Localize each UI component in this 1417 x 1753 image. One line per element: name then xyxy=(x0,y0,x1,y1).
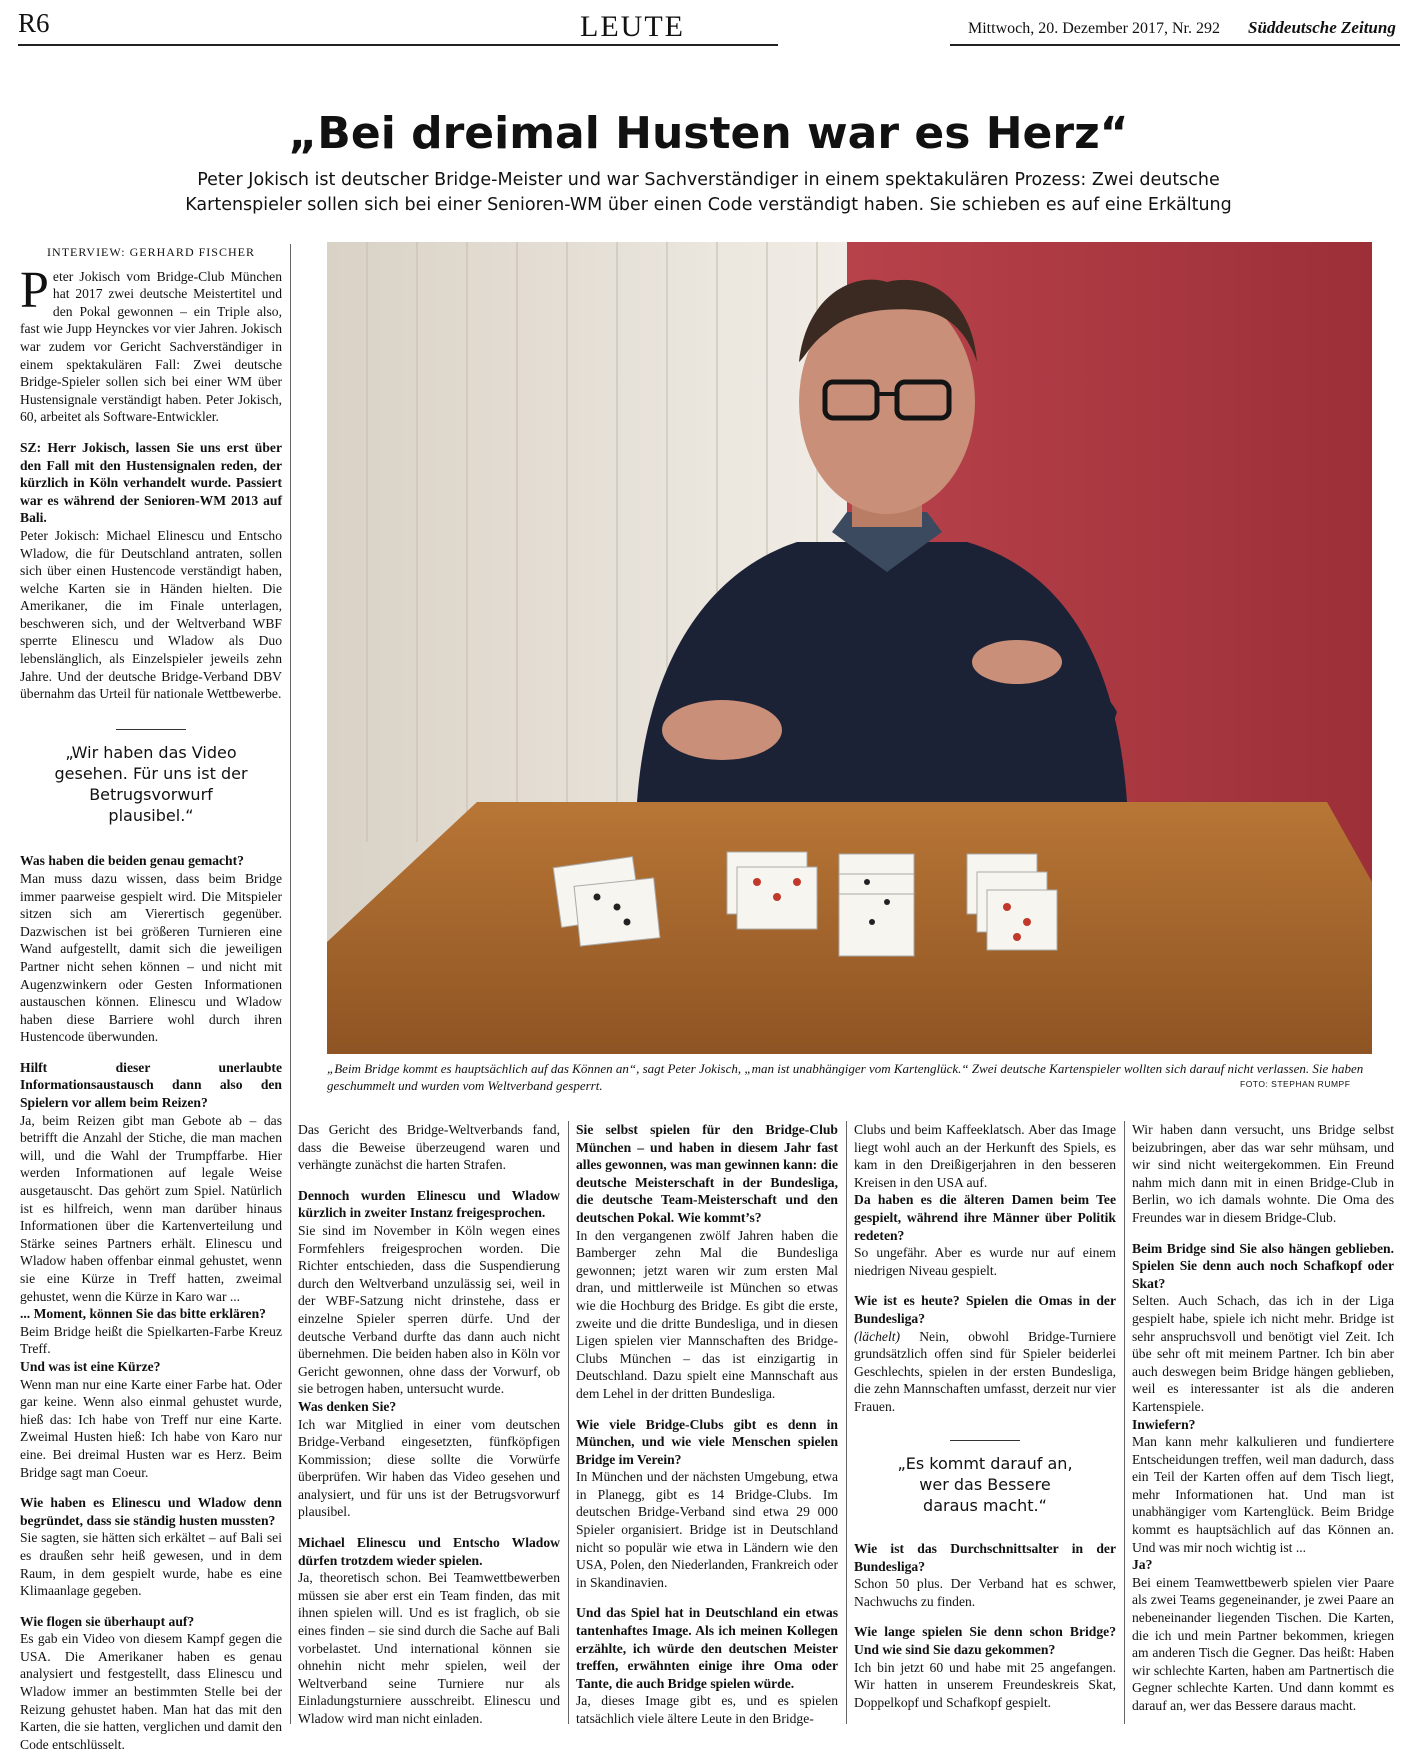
column-5 xyxy=(1132,1121,1394,1715)
answer: So ungefähr. Aber es wurde nur auf einem niedrigen Niveau gespielt. xyxy=(854,1245,1116,1278)
qa-item xyxy=(298,1534,560,1728)
answer: Ja, dieses Image gibt es, und es spielen tatsächlich viele ältere Leute in den Bridge- xyxy=(576,1693,838,1726)
column-3 xyxy=(576,1121,838,1728)
question: Und das Spiel hat in Deutschland ein etwas tantenhaftes Image. Als ich meinen Kollegen erzählte, ich würde den deutschen Meister treffen, erwähnten einige ihre Oma oder Tante, die auch Bridge spielen würde. xyxy=(576,1605,838,1691)
answer: Schon 50 plus. Der Verband hat es schwer, Nachwuchs zu finden. xyxy=(854,1576,1116,1609)
question: Was haben die beiden genau gemacht? xyxy=(20,853,244,869)
answer: Man kann mehr kalkulieren und fundiertere Entscheidungen treffen, weil man dadurch, dass ein Teil der Karten offen auf dem Tisch liegt, mehr Informationen hat. Und man ist unabhängiger vom Kartenglück. Beim Bridge kommt es hauptsächlich auf das Können an. Und was mir noch wichtig ist ... xyxy=(1132,1434,1394,1555)
answer: Ich war Mitglied in einer vom deutschen Bridge-Verband eingesetzten, fünfköpfigen Kommission; diese sollte die Vorwürfe überprüfen. Wir haben das Video gesehen und analysiert, und für uns ist der Betrugsvorwurf plausibel. xyxy=(298,1416,560,1520)
intro: Peter Jokisch vom Bridge-Club München hat 2017 zwei deutsche Meistertitel und den Pokal gewonnen – ein Triple also, fast wie Jupp Heynckes vor vier Jahren. Jokisch war zudem vor Gericht Sachverständiger in einem spektakulären Fall: Zwei deutsche Bridge-Spieler sollen sich bei einer WM über Hustensignale verständigt haben. Peter Jokisch, 60, arbeitet als Software-Entwickler. xyxy=(20,261,282,425)
header-rule-right xyxy=(950,44,1400,46)
qa-item xyxy=(854,1623,1116,1711)
qa-item xyxy=(1132,1556,1394,1714)
qa-item xyxy=(854,1121,1116,1191)
photo-illustration xyxy=(327,242,1372,1054)
qa-block-1a xyxy=(20,439,282,703)
qa-item xyxy=(20,1305,282,1358)
column-4 xyxy=(854,1121,1116,1711)
column-rule xyxy=(1124,1121,1125,1724)
question: Wie flogen sie überhaupt auf? xyxy=(20,1613,195,1629)
header-rule-left xyxy=(18,44,778,46)
newspaper-logo: Süddeutsche Zeitung xyxy=(1248,18,1396,37)
qa-item xyxy=(1132,1121,1394,1227)
answer: (lächelt) Nein, obwohl Bridge-Turniere grundsätzlich offen sind für Spieler beiderlei Geschlechts, spielen in der ersten Bundesliga, die zehn Mannschaften umfasst, derzeit nur vier Frauen. xyxy=(854,1328,1116,1414)
answer: Wir haben dann versucht, uns Bridge selbst beizubringen, aber das war sehr mühsam, und wir sind nicht weitergekommen. Ein Freund nahm mich dann mit in einen Bridge-Club in Berlin, wo ich damals wohnte. Die Oma des Freundes war in diesem Bridge-Club. xyxy=(1132,1122,1394,1225)
question: ... Moment, können Sie das bitte erklären? xyxy=(20,1306,266,1322)
qa-item xyxy=(20,1613,282,1753)
column-rule xyxy=(568,1121,569,1724)
answer: Das Gericht des Bridge-Weltverbands fand, dass die Beweise überzeugend waren und verhängte zunächst die harten Strafen. xyxy=(298,1122,560,1173)
question: Wie viele Bridge-Clubs gibt es denn in München, und wie viele Menschen spielen Bridge im Verein? xyxy=(576,1416,838,1467)
pullquote-1: „Wir haben das Video gesehen. Für uns ist der Betrugsvorwurf plausibel.“ xyxy=(54,743,248,826)
section-title: LEUTE xyxy=(580,10,685,43)
answer: Peter Jokisch: Michael Elinescu und Entscho Wladow, die für Deutschland antraten, sollen sich über einen Hustencode verständigt haben, welche Karten sie in Händen hielten. Die Amerikaner, die im Finale unterlagen, beschweren sich, und der Weltverband WBF sperrte Elinescu und Wladow als Duo lebenslänglich, als Einzelspieler jeweils zehn Jahre. Und der deutsche Bridge-Verband DBV übernahm das Urteil für nationale Wettbewerbe. xyxy=(20,527,282,702)
answer: Ja, theoretisch schon. Bei Teamwettbewerben müssen sie aber erst ein Team finden, das mit ihnen spielen will. Und es ist fraglich, ob sie eines finden – sie sind durch die Sache auf Bali vorbelastet. Und international können sie ohnehin nicht mehr spielen, weil der Weltverband seine Turniere nur als Einladungsturniere ausschreibt. Elinescu und Wladow wird man nicht einladen. xyxy=(298,1570,560,1726)
subheadline: Peter Jokisch ist deutscher Bridge-Meister und war Sachverständiger in einem spektakulären Prozess: Zwei deutsche Kartenspieler sollen sich bei einer Senioren-WM über einen Code verständigt haben. Sie schieben es auf eine Erkältung xyxy=(185,170,1232,215)
drop-cap: P xyxy=(20,261,49,319)
byline: INTERVIEW: GERHARD FISCHER xyxy=(47,245,255,259)
qa-item xyxy=(20,1059,282,1305)
answer: Selten. Auch Schach, das ich in der Liga gespielt habe, spiele ich nicht mehr. Bridge ist sehr anspruchsvoll und benötigt viel Zeit. Ich übe sehr oft mit meinem Partner. Ich bin aber auch deswegen beim Bridge hängen geblieben, weil es interessanter ist als die anderen Kartenspiele. xyxy=(1132,1293,1394,1414)
page-number: R6 xyxy=(18,8,50,38)
answer: In München und der nächsten Umgebung, etwa in Planegg, gibt es 14 Bridge-Clubs. Im deutschen Bridge-Verband sind etwa 29 000 Spieler organisiert. Bridge ist in Deutschland nicht so populär wie etwa in Ländern wie den USA, Polen, den Niederlanden, Frankreich oder in Skandinavien. xyxy=(576,1469,838,1590)
pullquote-2: „Es kommt darauf an, wer das Bessere daraus macht.“ xyxy=(897,1454,1073,1515)
question: Wie haben es Elinescu und Wladow denn begründet, dass sie ständig husten mussten? xyxy=(20,1495,282,1528)
qa-item xyxy=(576,1416,838,1592)
portrait-photo xyxy=(327,242,1372,1054)
answer: Man muss dazu wissen, dass beim Bridge immer paarweise gespielt wird. Die Mitspieler sitzen sich am Vierertisch gegenüber. Dazwischen ist bei größeren Turnieren eine Wand aufgestellt, damit sich die jeweiligen Partner nicht sehen können – und nicht mit Augenzwinkern oder Gesten Informationen austauschen können. Elinescu und Wladow haben diese Barriere wohl durch ihren Hustencode überwunden. xyxy=(20,870,282,1045)
answer: Wenn man nur eine Karte einer Farbe hat. Oder gar keine. Wenn also einmal gehustet wurde, hieß das: Ich habe von Treff nur eine Karte. Zweimal Husten hieß: Ich habe von Karo nur eine. Bei dreimal Husten war es Herz. Beim Bridge sagt man Coeur. xyxy=(20,1376,282,1480)
qa-item xyxy=(20,852,282,1046)
qa-item xyxy=(298,1187,560,1398)
qa-item xyxy=(854,1191,1116,1279)
headline: „Bei dreimal Husten war es Herz“ xyxy=(288,108,1129,159)
answer: Sie sind im November in Köln wegen eines Formfehlers freigesprochen worden. Die Richter entschieden, dass die Suspendierung durch den Weltverband unzulässig sei, weil in der WBF-Satzung nicht drinstehe, dass er einzelne Spieler sperren dürfe. Und der deutsche Verband durfte das dann auch nicht übernehmen. Die beiden haben also in Köln vor Gericht gewonnen, ohne dass der Vorwurf, ob sie betrogen haben, untersucht wurde. xyxy=(298,1222,560,1397)
question: Dennoch wurden Elinescu und Wladow kürzlich in zweiter Instanz freigesprochen. xyxy=(298,1187,560,1221)
answer: Ja, beim Reizen gibt man Gebote ab – das betrifft die Anzahl der Stiche, die man machen will, und die Wahl der Trumpffarbe. Hier werden Informationen auf legale Weise ausgetauscht. Das gehört zum Spiel. Natürlich ist es hilfreich, wenn man darüber hinaus Informationen über die Kartenverteilung und Stärke seines Partners erhält. Elinescu und Wladow haben offenbar einmal gehustet, wenn sie eine Kürze in Treff hatten, zweimal gehustet, wenn die Kürze in Karo war ... xyxy=(20,1112,282,1304)
question: Da haben es die älteren Damen beim Tee gespielt, während ihre Männer über Politik redeten? xyxy=(854,1192,1116,1243)
qa-item xyxy=(1132,1240,1394,1416)
question: Sie selbst spielen für den Bridge-Club München – und haben in diesem Jahr fast alles gewonnen, was man gewinnen kann: die deutsche Meisterschaft in der Bundesliga, die deutsche Team-Meisterschaft und den deutschen Pokal. Wie kommt’s? xyxy=(576,1122,838,1225)
photo-credit: FOTO: STEPHAN RUMPF xyxy=(1240,1079,1351,1089)
photo-caption: „Beim Bridge kommt es hauptsächlich auf das Können an“, sagt Peter Jokisch, „man ist unabhängiger vom Kartenglück.“ Zwei deutsche Kartenspieler wollten sich darauf nicht verlassen. Sie haben geschummelt und wurden vom Weltverband gesperrt. xyxy=(327,1061,1364,1093)
qa-item xyxy=(298,1121,560,1174)
answer: Ich bin jetzt 60 und habe mit 25 angefangen. Wir hatten in unserem Freundeskreis Skat, Doppelkopf und Schafkopf gespielt. xyxy=(854,1659,1116,1710)
answer: Clubs und beim Kaffeeklatsch. Aber das Image liegt wohl auch an der Herkunft des Spiels, es kam in den Dreißigerjahren in den besseren Kreisen in den USA auf. xyxy=(854,1122,1116,1190)
qa-item xyxy=(576,1121,838,1403)
question: SZ: Herr Jokisch, lassen Sie uns erst über den Fall mit den Hustensignalen reden, der kürzlich in Köln verhandelt wurde. Passiert war es während der Senioren-WM 2013 auf Bali. xyxy=(20,439,282,526)
question: Wie ist es heute? Spielen die Omas in der Bundesliga? xyxy=(854,1293,1116,1326)
column-1 xyxy=(20,244,282,1753)
answer: Sie sagten, sie hätten sich erkältet – auf Bali sei es draußen sehr heiß gewesen, und in dem Raum, in dem gespielt wurde, habe es eine Klimaanlage gegeben. xyxy=(20,1530,282,1599)
question: Ja? xyxy=(1132,1557,1153,1573)
question: Michael Elinescu und Entscho Wladow dürfen trotzdem wieder spielen. xyxy=(298,1535,560,1568)
qa-item xyxy=(20,1494,282,1600)
pullquote-rule xyxy=(116,729,186,731)
column-2 xyxy=(298,1121,560,1728)
issue-date: Mittwoch, 20. Dezember 2017, Nr. 292 xyxy=(968,20,1220,37)
answer: Beim Bridge heißt die Spielkarten-Farbe Kreuz Treff. xyxy=(20,1323,282,1357)
qa-item xyxy=(298,1398,560,1521)
column-rule xyxy=(290,244,291,1724)
qa-item xyxy=(20,439,282,703)
question: Wie lange spielen Sie denn schon Bridge? Und wie sind Sie dazu gekommen? xyxy=(854,1624,1116,1657)
qa-item xyxy=(576,1604,838,1727)
question: Beim Bridge sind Sie also hängen geblieben. Spielen Sie denn auch noch Schafkopf oder Skat? xyxy=(1132,1240,1394,1291)
question: Inwiefern? xyxy=(1132,1416,1196,1432)
qa-block-1b xyxy=(20,852,282,1753)
question: Und was ist eine Kürze? xyxy=(20,1358,161,1374)
answer: Es gab ein Video von diesem Kampf gegen die USA. Die Amerikaner haben es genau analysiert und festgestellt, dass Elinescu und Wladow immer an bestimmten Stelle bei der Reizung gehustet haben. Man hat das mit den Karten, die sie hatten, verglichen und damit den Code entschlüsselt. xyxy=(20,1631,282,1752)
answer: In den vergangenen zwölf Jahren haben die Bamberger zehn Mal die Bundesliga gewonnen; jetzt waren wir zum ersten Mal dran, und mittlerweile ist München so etwas wie die Hochburg des Bridge. Es gibt die erste, zweite und die dritte Bundesliga, und in diesen Ligen spielen vier Mannschaften des Bridge-Clubs München – das ist einzigartig in Deutschland. Dazu spielt eine Mannschaft aus dem Lehel in der dritten Bundesliga. xyxy=(576,1227,838,1401)
qa-item xyxy=(20,1358,282,1481)
column-rule xyxy=(846,1121,847,1724)
pullquote-rule xyxy=(950,1440,1020,1442)
qa-item xyxy=(1132,1416,1394,1557)
answer: Bei einem Teamwettbewerb spielen vier Paare als zwei Teams gegeneinander, je zwei Paare an nebeneinander liegenden Tischen. Die Karten, die ich und mein Partner bekommen, kriegen am anderen Tisch die Gegner. Das heißt: Haben wir schlechte Karten, haben am Partnertisch die Gegner schlechte Karten. Und dann kommt es darauf an, wer das Bessere daraus macht. xyxy=(1132,1574,1394,1713)
qa-item xyxy=(854,1292,1116,1415)
question: Wie ist das Durchschnittsalter in der Bundesliga? xyxy=(854,1541,1116,1574)
qa-item xyxy=(854,1540,1116,1610)
question: Was denken Sie? xyxy=(298,1398,397,1414)
question: Hilft dieser unerlaubte Informationsaustausch dann also den Spielern vor allem beim Reizen? xyxy=(20,1059,282,1111)
